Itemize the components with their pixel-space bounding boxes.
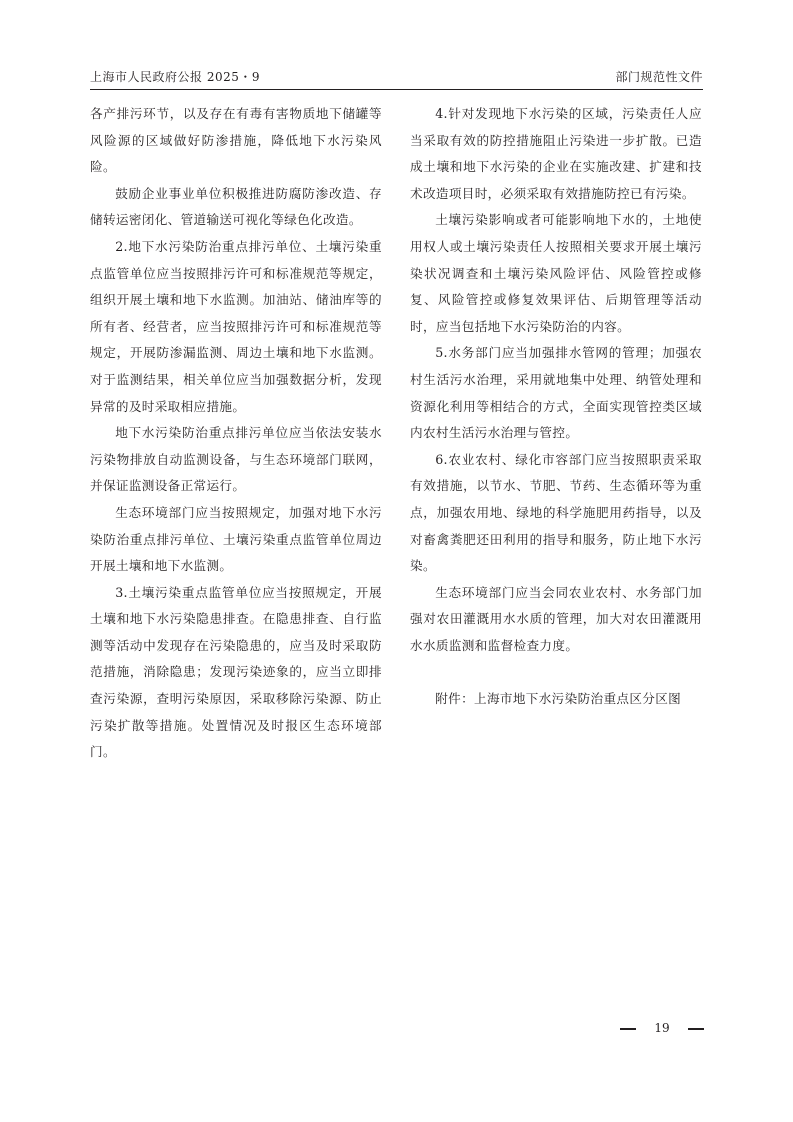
paragraph: 2.地下水污染防治重点排污单位、土壤污染重点监管单位应当按照排污许可和标准规范等规定，组织开展土壤和地下水监测。加油站、储油库等的所有者、经营者，应当按照排污许可和标准规范等规定，开展防渗漏监测、周边土壤和地下水监测。对于监测结果，相关单位应当加强数据分析，发现异常的及时采取相应措施。 [90, 238, 382, 414]
page-header [90, 66, 703, 86]
section-title: 部门规范性文件 [615, 70, 703, 84]
page-footer [620, 1019, 704, 1039]
paragraph: 6.农业农村、绿化市容部门应当按照职责采取有效措施，以节水、节肥、节药、生态循环等为重点，加强农用地、绿地的科学施肥用药指导，以及对畜禽粪肥还田利用的指导和服务，防止地下水污染。 [410, 451, 702, 574]
right-column [410, 101, 702, 713]
paragraph: 土壤污染影响或者可能影响地下水的，土地使用权人或土壤污染责任人按照相关要求开展土壤污染状况调查和土壤污染风险评估、风险管控或修复、风险管控或修复效果评估、后期管理等活动时，应当包括地下水污染防治的内容。 [410, 212, 702, 334]
paragraph: 生态环境部门应当按照规定，加强对地下水污染防治重点排污单位、土壤污染重点监管单位周边开展土壤和地下水监测。 [90, 504, 382, 574]
dash-right [688, 1028, 704, 1030]
attachment-note: 附件：上海市地下水污染防治重点区分区图 [435, 691, 682, 707]
page-number: 19 [654, 1021, 670, 1035]
publication-title: 上海市人民政府公报 2025・9 [90, 70, 260, 84]
left-column [90, 101, 382, 766]
paragraph: 4.针对发现地下水污染的区域，污染责任人应当采取有效的防控措施阻止污染进一步扩散。已造成土壤和地下水污染的企业在实施改建、扩建和技术改造项目时，必须采取有效措施防控已有污染。 [410, 106, 702, 201]
paragraph: 生态环境部门应当会同农业农村、水务部门加强对农田灌溉用水水质的管理，加大对农田灌溉用水水质监测和监督检查力度。 [410, 584, 702, 653]
header-divider [90, 89, 703, 90]
paragraph: 鼓励企业事业单位积极推进防腐防渗改造、存储转运密闭化、管道输送可视化等绿色化改造。 [90, 185, 382, 228]
paragraph: 地下水污染防治重点排污单位应当依法安装水污染物排放自动监测设备，与生态环境部门联网，并保证监测设备正常运行。 [90, 425, 382, 494]
paragraph: 各产排污环节，以及存在有毒有害物质地下储罐等风险源的区域做好防渗措施，降低地下水污染风险。 [90, 106, 382, 175]
paragraph: 3.土壤污染重点监管单位应当按照规定，开展土壤和地下水污染隐患排查。在隐患排查、自行监测等活动中发现存在污染隐患的，应当及时采取防范措施，消除隐患；发现污染迹象的，应当立即排查污染源，查明污染原因，采取移除污染源、防止污染扩散等措施。处置情况及时报区生态环境部门。 [90, 584, 382, 760]
paragraph: 5.水务部门应当加强排水管网的管理；加强农村生活污水治理，采用就地集中处理、纳管处理和资源化利用等相结合的方式，全面实现管控类区域内农村生活污水治理与管控。 [410, 345, 702, 441]
